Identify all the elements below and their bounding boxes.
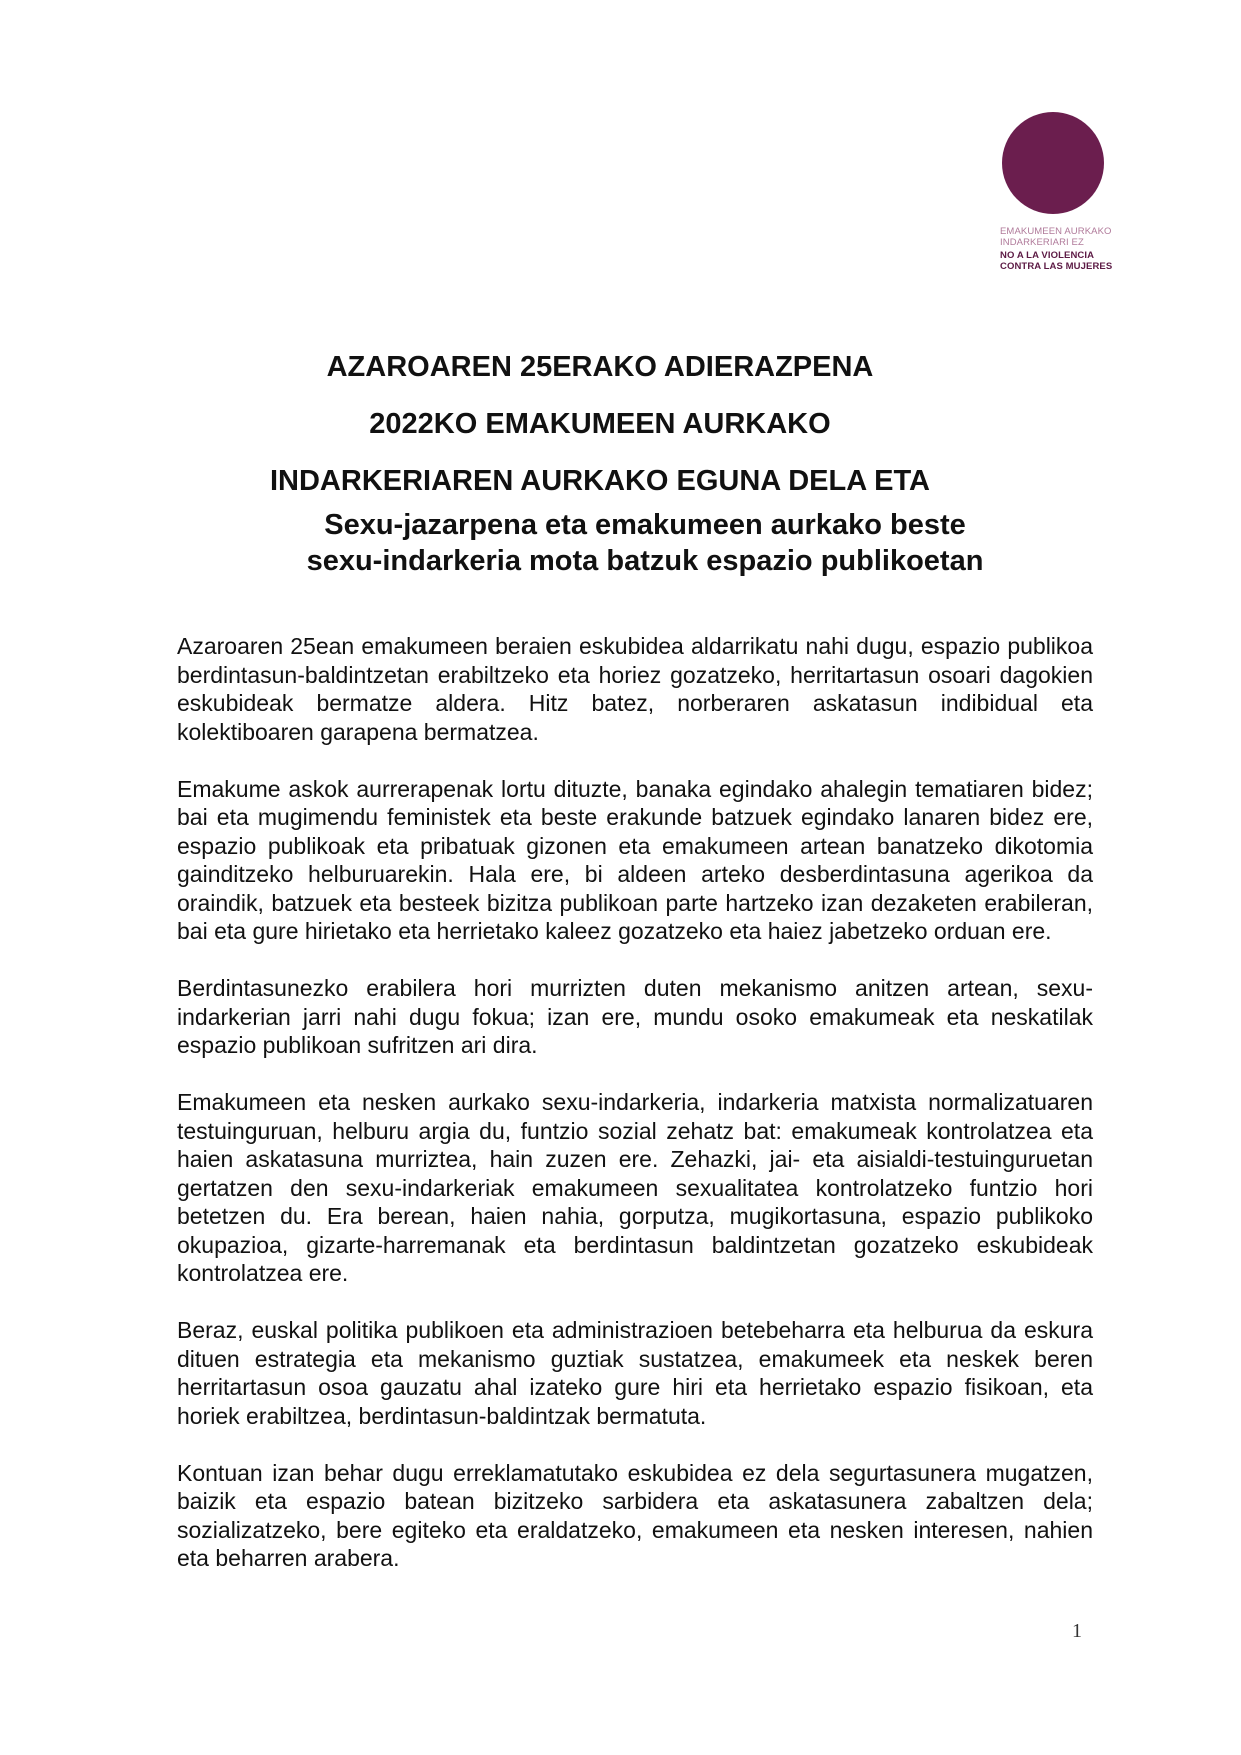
subtitle-line-1: Sexu-jazarpena eta emakumeen aurkako beste: [324, 509, 966, 541]
subtitle-line-2: sexu-indarkeria mota batzuk espazio publikoetan: [306, 545, 984, 577]
page-number: 1: [1072, 1620, 1082, 1642]
paragraph-6: Kontuan izan behar dugu erreklamatutako eskubidea ez dela segurtasunera mugatzen, baizik eta espazio batean bizitzeko sarbidera eta askatasunera zabaltzen dela; sozializatzeko, bere egiteko eta eraldatzeko, emakumeen eta nesken interesen, nahien eta beharren arabera.: [177, 1459, 1093, 1571]
paragraph-3: Berdintasunezko erabilera hori murrizten duten mekanismo anitzen artean, sexu-indarkerian jarri nahi dugu fokua; izan ere, mundu osoko emakumeak eta neskatilak espazio publikoan sufritzen ari dira.: [177, 975, 1093, 1058]
paragraph-2: Emakume askok aurrerapenak lortu dituzte, banaka egindako ahalegin tematiaren bidez; bai eta mugimendu feministek eta beste erakunde batzuek egindako lanaren bidez ere, espazio publikoak eta pribatuak gizonen eta emakumeen artean banatzeko dikotomia gainditzeko helburuarekin. Hala ere, bi aldeen arteko desberdintasuna agerikoa da oraindik, batzuek eta besteek bizitza publikoan parte hartzeko izan dezaketen erabileran, bai eta gure hirietako eta herrietako kaleez gozatzeko eta haiez jabetzeko orduan ere.: [177, 775, 1093, 944]
logo-text-eu-line1: EMAKUMEEN AURKAKO: [1000, 226, 1112, 237]
logo-text-es-line2: CONTRA LAS MUJERES: [1000, 260, 1113, 272]
logo-text-eu-line2: INDARKERIARI EZ: [1000, 236, 1084, 248]
logo-circle-icon: [1002, 112, 1104, 214]
paragraph-5: Beraz, euskal politika publikoen eta administrazioen betebeharra eta helburua da eskura dituen estrategia eta mekanismo guztiak sustatzea, emakumeek eta neskek beren herritartasun osoa gauzatu ahal izateko gure hiri eta herrietako espazio fisikoan, eta horiek erabiltzea, berdintasun-baldintzak bermatuta.: [177, 1317, 1093, 1429]
paragraph-4: Emakumeen eta nesken aurkako sexu-indarkeria, indarkeria matxista normalizatuaren testuinguruan, helburu argia du, funtzio sozial zehatz bat: emakumeak kontrolatzea eta haien askatasuna murriztea, hain zuzen ere. Zehazki, jai- eta aisialdi-testuinguruetan gertatzen den sexu-indarkeriak emakumeen sexualitatea kontrolatzeko funtzio hori betetzen du. Era berean, haien nahia, gorputza, mugikortasuna, espazio publikoko okupazioa, gizarte-harremanak eta berdintasun baldintzetan gozatzeko eskubideak kontrolatzea ere.: [177, 1089, 1093, 1286]
title-line-2: 2022KO EMAKUMEEN AURKAKO: [369, 408, 831, 440]
title-line-3: INDARKERIAREN AURKAKO EGUNA DELA ETA: [269, 465, 931, 497]
document-body: [177, 632, 1093, 1601]
paragraph-1: Azaroaren 25ean emakumeen beraien eskubidea aldarrikatu nahi dugu, espazio publikoa berdintasun-baldintzetan erabiltzeko eta horiez gozatzeko, herritartasun osoari dagokien eskubideak bermatze aldera. Hitz batez, norberaren askatasun indibidual eta kolektiboaren garapena bermatzea.: [177, 633, 1093, 745]
document-heading: [150, 350, 1050, 579]
logo-text-es-line1: NO A LA VIOLENCIA: [1000, 250, 1095, 261]
campaign-logo: [1000, 112, 1150, 272]
title-line-1: AZAROAREN 25ERAKO ADIERAZPENA: [326, 351, 874, 383]
